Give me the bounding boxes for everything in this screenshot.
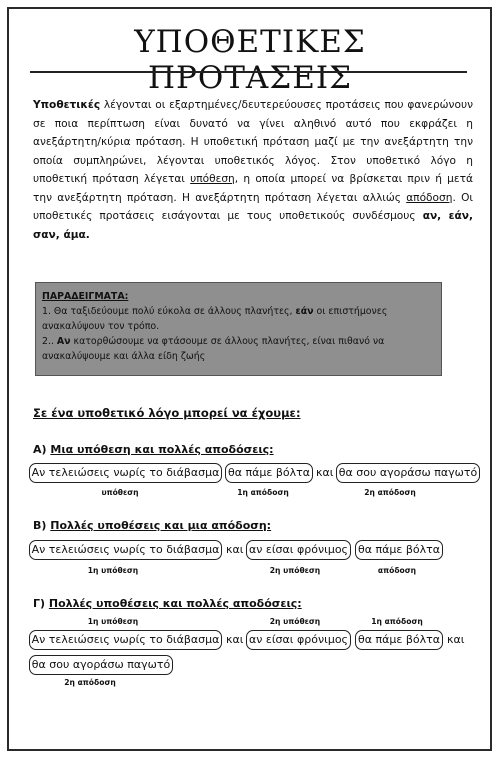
example-2-conjunction: Αν	[56, 336, 71, 347]
intro-paragraph	[33, 96, 473, 244]
case-c-prefix: Γ)	[33, 597, 49, 610]
case-c-condition-2-pill: αν είσαι φρόνιμος	[246, 630, 351, 650]
case-c-label-result-2: 2η απόδοση	[64, 678, 116, 687]
case-a-condition-pill: Αν τελειώσεις νωρίς το διάβασμα	[29, 463, 222, 483]
case-b-condition-2-pill: αν είσαι φρόνιμος	[246, 540, 351, 560]
case-b-label-result: απόδοση	[377, 566, 417, 575]
case-b-title	[33, 519, 271, 532]
section-title: Σε ένα υποθετικό λόγο μπορεί να έχουμε:	[33, 406, 301, 420]
examples-title: ΠΑΡΑΔΕΙΓΜΑΤΑ:	[42, 291, 129, 302]
example-2-text: κατορθώσουμε να φτάσουμε σε άλλους πλανήτες, είναι πιθανό να ανακαλύψουμε και άλλα είδη ζωής	[42, 336, 385, 362]
examples-box	[35, 282, 442, 376]
example-1-text: 1. Θα ταξιδεύουμε πολύ εύκολα σε άλλους πλανήτες,	[42, 306, 296, 317]
example-2-number: 2..	[42, 336, 57, 347]
conjunctions-list: αν, εάν, σαν, άμα.	[33, 210, 473, 241]
example-1-conjunction: εάν	[295, 306, 314, 317]
page-title: ΥΠΟΘΕΤΙΚΕΣ ΠΡΟΤΑΣΕΙΣ	[134, 24, 366, 96]
case-b-heading: Πολλές υποθέσεις και μια απόδοση:	[50, 519, 272, 532]
case-a-label-result-2: 2η απόδοση	[364, 488, 416, 497]
case-a-result-1-pill: θα πάμε βόλτα	[225, 463, 313, 483]
case-b-label-condition-1: 1η υπόθεση	[87, 566, 139, 575]
case-c-result-1-pill: θα πάμε βόλτα	[355, 630, 443, 650]
intro-text-3: . Οι υποθετικές προτάσεις εισάγονται με τους υποθετικούς συνδέσμους	[33, 191, 473, 222]
case-a-label-condition: υπόθεση	[101, 488, 139, 497]
case-a-result-2-pill: θα σου αγοράσω παγωτό	[336, 463, 480, 483]
case-a-conjunction: και	[316, 466, 334, 479]
case-c-label-condition-1: 1η υπόθεση	[87, 617, 139, 626]
case-a-label-result-1: 1η απόδοση	[237, 488, 289, 497]
case-a-prefix: Α)	[33, 443, 51, 456]
case-a-heading: Μια υπόθεση και πολλές αποδόσεις:	[50, 443, 274, 456]
intro-text-1: λέγονται οι εξαρτημένες/δευτερεύουσες προτάσεις που φανερώνουν σε ποια περίπτωση είναι δυνατό να γίνει αληθινό αυτό που εκφράζει η ανεξάρτητη/κύρια πρόταση. Η υποθετική πρόταση μαζί με την ανεξάρτητη την οποία συμπληρώνει, λέγονται υποθετικός λόγος. Στον υποθετικό λόγο η υποθετική πρόταση λέγεται	[33, 99, 473, 185]
case-c-label-result-1: 1η απόδοση	[371, 617, 423, 626]
case-b-result-pill: θα πάμε βόλτα	[355, 540, 443, 560]
case-c-label-condition-2: 2η υπόθεση	[269, 617, 321, 626]
case-b-label-condition-2: 2η υπόθεση	[269, 566, 321, 575]
case-c-conjunction-2: και	[447, 633, 465, 646]
case-b-prefix: Β)	[33, 519, 51, 532]
case-c-heading: Πολλές υποθέσεις και πολλές αποδόσεις:	[48, 597, 302, 610]
term-condition: υπόθεση	[190, 173, 235, 185]
case-c-conjunction-1: και	[226, 633, 244, 646]
case-c-title	[33, 597, 302, 610]
title-underline	[30, 71, 467, 73]
example-1	[42, 304, 435, 334]
case-b-condition-1-pill: Αν τελειώσεις νωρίς το διάβασμα	[29, 540, 222, 560]
case-c-result-2-pill: θα σου αγοράσω παγωτό	[29, 655, 173, 675]
example-1-text-end: οι επιστήμονες ανακαλύψουν τον τρόπο.	[42, 306, 388, 332]
example-2	[42, 334, 435, 364]
case-b-conjunction: και	[226, 543, 244, 556]
case-a-title	[33, 443, 274, 456]
intro-text-2: , η οποία μπορεί να βρίσκεται πριν ή μετά την ανεξάρτητη πρόταση. Η ανεξάρτητη πρόταση λέγεται αλλιώς	[33, 173, 474, 204]
term-result: απόδοση	[406, 191, 453, 204]
term-hypothetical: Υποθετικές	[33, 99, 101, 111]
case-c-condition-1-pill: Αν τελειώσεις νωρίς το διάβασμα	[29, 630, 222, 650]
